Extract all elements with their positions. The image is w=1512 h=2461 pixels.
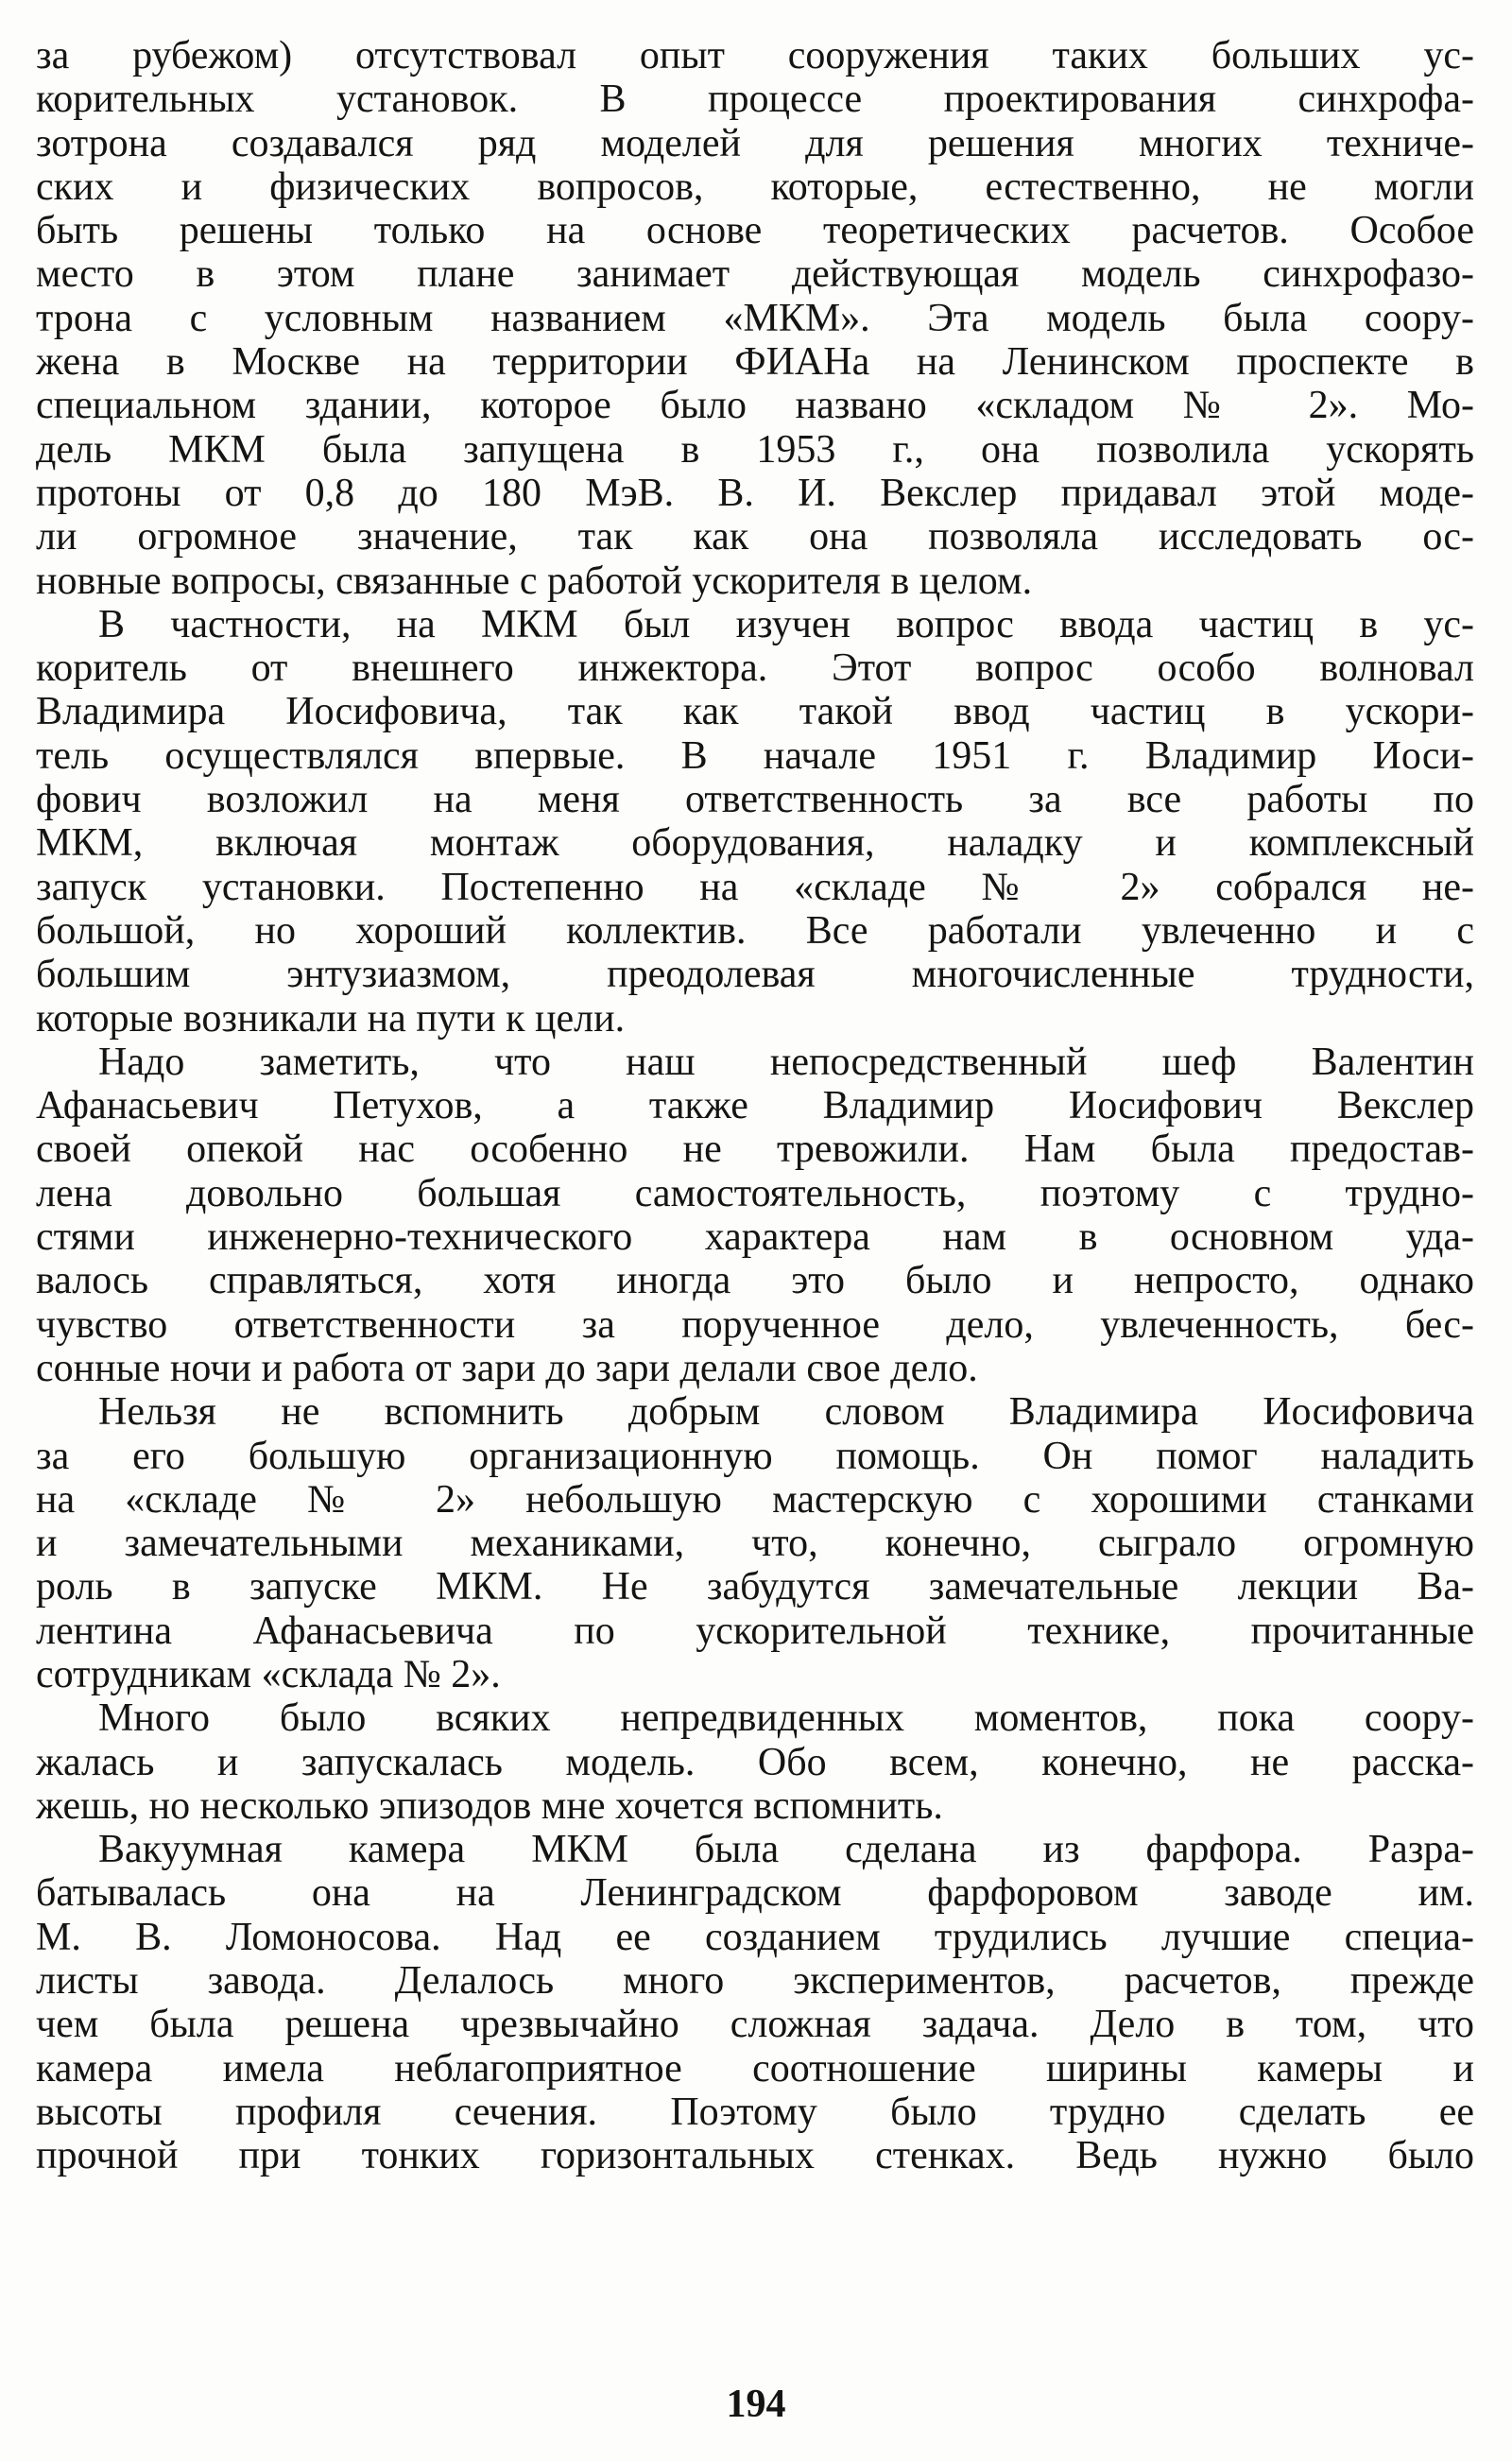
paragraph [36, 34, 1474, 603]
text-line: камера имела неблагоприятное соотношение ширины камеры и [36, 2046, 1474, 2091]
text-line: Владимира Иосифовича, так как такой ввод частиц в ускори- [36, 690, 1474, 734]
paragraph [36, 1696, 1474, 1828]
text-line: роль в запуске МКМ. Не забудутся замечательные лекции Ва- [36, 1565, 1474, 1609]
text-line: корительных установок. В процессе проектирования синхрофа- [36, 77, 1474, 122]
text-line: за рубежом) отсутствовал опыт сооружения таких больших ус- [36, 34, 1474, 77]
text-line: протоны от 0,8 до 180 МэВ. В. И. Векслер придавал этой моде- [36, 471, 1474, 515]
text-line: запуск установки. Постепенно на «складе № 2» собрался не- [36, 865, 1474, 909]
text-line: лентина Афанасьевича по ускорительной технике, прочитанные [36, 1609, 1474, 1653]
text-line: М. В. Ломоносова. Над ее созданием трудились лучшие специа- [36, 1915, 1474, 1959]
text-line: прочной при тонких горизонтальных стенках. Ведь нужно было [36, 2134, 1474, 2178]
text-line: батывалась она на Ленинградском фарфоровом заводе им. [36, 1871, 1474, 1916]
text-line: жена в Москве на территории ФИАНа на Ленинском проспекте в [36, 340, 1474, 385]
text-line: тель осуществлялся впервые. В начале 1951 г. Владимир Иоси- [36, 733, 1474, 778]
paragraph [36, 1828, 1474, 2177]
paragraph [36, 603, 1474, 1041]
text-line: коритель от внешнего инжектора. Этот вопрос особо волновал [36, 646, 1474, 691]
text-line: чем была решена чрезвычайно сложная задача. Дело в том, что [36, 2003, 1474, 2047]
text-line: быть решены только на основе теоретических расчетов. Особое [36, 209, 1474, 253]
text-line: жешь, но несколько эпизодов мне хочется вспомнить. [36, 1783, 943, 1828]
text-line: лена довольно большая самостоятельность, поэтому с трудно- [36, 1171, 1474, 1215]
text-line: фович возложил на меня ответственность за все работы по [36, 778, 1474, 822]
text-line: сонные ночи и работа от зари до зари делали свое дело. [36, 1346, 978, 1390]
body-text [36, 34, 1474, 2178]
text-line: зотрона создавался ряд моделей для решения многих техниче- [36, 121, 1474, 165]
text-line: Много было всяких непредвиденных моментов, пока соору- [98, 1696, 1474, 1741]
text-line: Вакуумная камера МКМ была сделана из фарфора. Разра- [98, 1828, 1474, 1872]
text-line: Надо заметить, что наш непосредственный шеф Валентин [98, 1040, 1474, 1084]
text-line: своей опекой нас особенно не тревожили. Нам была предостав- [36, 1127, 1474, 1172]
text-line: жалась и запускалась модель. Обо всем, конечно, не расска- [36, 1740, 1474, 1784]
text-line: сотрудникам «склада № 2». [36, 1652, 501, 1696]
text-line: которые возникали на пути к цели. [36, 996, 626, 1041]
paragraph [36, 1041, 1474, 1390]
text-line: МКМ, включая монтаж оборудования, наладку и комплексный [36, 821, 1474, 866]
text-line: дель МКМ была запущена в 1953 г., она позволила ускорять [36, 427, 1474, 472]
text-line: Нельзя не вспомнить добрым словом Владимира Иосифовича [98, 1390, 1474, 1435]
text-line: стями инженерно-технического характера нам в основном уда- [36, 1215, 1474, 1260]
text-line: и замечательными механиками, что, конечно, сыграло огромную [36, 1522, 1474, 1566]
text-line: трона с условным названием «МКМ». Эта модель была соору- [36, 296, 1474, 340]
text-line: валось справляться, хотя иногда это было и непросто, однако [36, 1259, 1474, 1303]
text-line: большой, но хороший коллектив. Все работали увлеченно и с [36, 908, 1474, 953]
page-number: 194 [726, 2383, 786, 2426]
text-line: Афанасьевич Петухов, а также Владимир Иосифович Векслер [36, 1084, 1474, 1128]
text-line: на «складе № 2» небольшую мастерскую с хорошими станками [36, 1477, 1474, 1522]
text-line: большим энтузиазмом, преодолевая многочисленные трудности, [36, 953, 1474, 997]
text-line: высоты профиля сечения. Поэтому было трудно сделать ее [36, 2090, 1474, 2134]
text-line: за его большую организационную помощь. Он помог наладить [36, 1434, 1474, 1478]
paragraph [36, 1390, 1474, 1696]
text-line: чувство ответственности за порученное дело, увлеченность, бес- [36, 1302, 1474, 1347]
text-line: ли огромное значение, так как она позволяла исследовать ос- [36, 515, 1474, 559]
text-line: место в этом плане занимает действующая модель синхрофазо- [36, 252, 1474, 297]
text-line: ских и физических вопросов, которые, естественно, не могли [36, 164, 1474, 209]
text-line: новные вопросы, связанные с работой ускорителя в целом. [36, 559, 1033, 603]
text-line: специальном здании, которое было названо «складом № 2». Мо- [36, 384, 1474, 428]
text-line: В частности, на МКМ был изучен вопрос ввода частиц в ус- [98, 602, 1474, 646]
text-line: листы завода. Делалось много экспериментов, расчетов, прежде [36, 1959, 1474, 2004]
